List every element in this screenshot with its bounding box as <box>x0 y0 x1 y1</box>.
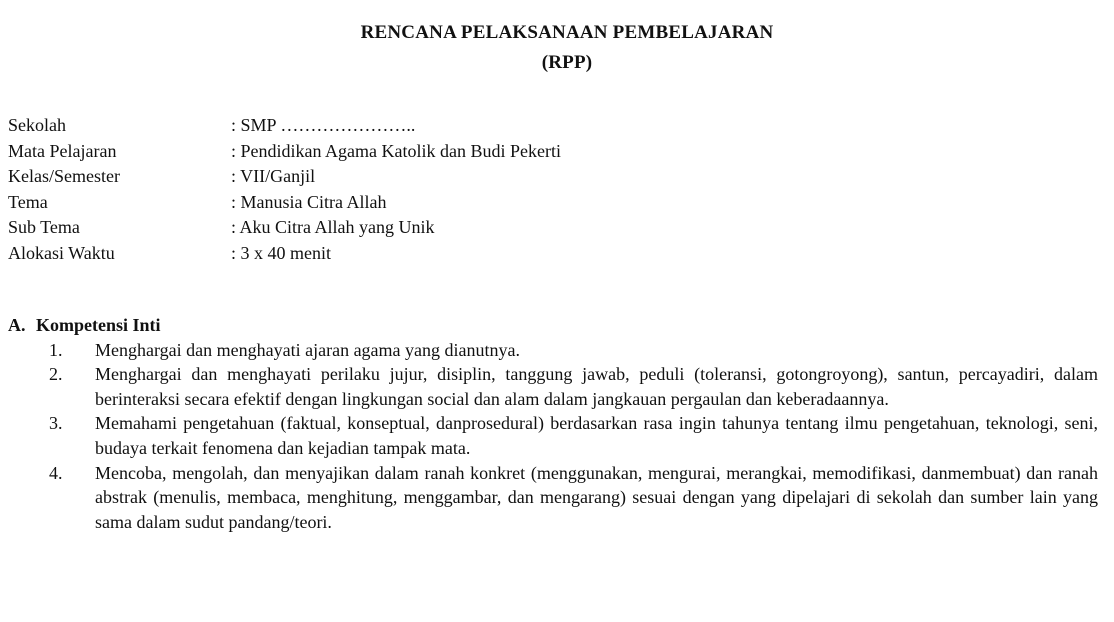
identity-value: : Aku Citra Allah yang Unik <box>231 217 435 237</box>
identity-value: : SMP ………………….. <box>231 115 416 135</box>
list-number: 2. <box>49 364 63 385</box>
identity-value: : 3 x 40 menit <box>231 242 331 263</box>
identity-value: : VII/Ganjil <box>231 166 316 186</box>
list-number: 3. <box>49 413 63 434</box>
section-title: Kompetensi Inti <box>36 315 161 335</box>
identity-row-mata-pelajaran <box>8 139 561 165</box>
identity-row-tema <box>8 190 561 216</box>
document-title <box>0 18 1114 78</box>
identity-label: Alokasi Waktu <box>8 242 115 263</box>
identity-row-alokasi-waktu <box>8 241 561 267</box>
title-line-2: (RPP) <box>541 52 593 73</box>
list-text: Menghargai dan menghayati ajaran agama yang dianutnya. <box>95 339 521 360</box>
identity-row-kelas-semester <box>8 164 561 190</box>
list-item <box>8 338 1098 363</box>
section-letter: A. <box>8 315 26 335</box>
identity-label: Sekolah <box>8 115 66 135</box>
identity-label: Tema <box>8 191 48 212</box>
list-item <box>8 461 1098 535</box>
identity-label: Sub Tema <box>8 217 80 237</box>
list-item <box>8 411 1098 460</box>
competency-list <box>8 338 1098 535</box>
identity-row-sub-tema <box>8 215 561 241</box>
list-text: Memahami pengetahuan (faktual, konseptual, danprosedural) berdasarkan rasa ingin tahunya tentang ilmu pengetahuan, teknologi, seni, budaya terkait fenomena dan kejadian tampak mata. <box>95 413 1098 458</box>
identity-value: : Pendidikan Agama Katolik dan Budi Pekerti <box>231 140 561 161</box>
list-item <box>8 362 1098 411</box>
list-text: Menghargai dan menghayati perilaku jujur, disiplin, tanggung jawab, peduli (toleransi, gotongroyong), santun, percayadiri, dalam berinteraksi secara efektif dengan lingkungan social dan alam dalam jangkauan pergaulan dan keberadaannya. <box>95 364 1098 409</box>
identity-label: Mata Pelajaran <box>8 140 117 161</box>
identity-table <box>8 113 561 266</box>
list-text: Mencoba, mengolah, dan menyajikan dalam ranah konkret (menggunakan, mengurai, merangkai, memodifikasi, danmembuat) dan ranah abstrak (menulis, membaca, menghitung, menggambar, dan mengarang) sesuai dengan yang dipelajari di sekolah dan sumber lain yang sama dalam sudut pandang/teori. <box>95 462 1098 532</box>
list-number: 1. <box>49 339 63 360</box>
list-number: 4. <box>49 462 63 483</box>
section-heading <box>8 313 1098 338</box>
identity-row-sekolah <box>8 113 561 139</box>
title-line-1: RENCANA PELAKSANAAN PEMBELAJARAN <box>360 22 774 43</box>
identity-value: : Manusia Citra Allah <box>231 191 387 212</box>
section-kompetensi-inti <box>8 313 1098 534</box>
identity-label: Kelas/Semester <box>8 166 120 186</box>
